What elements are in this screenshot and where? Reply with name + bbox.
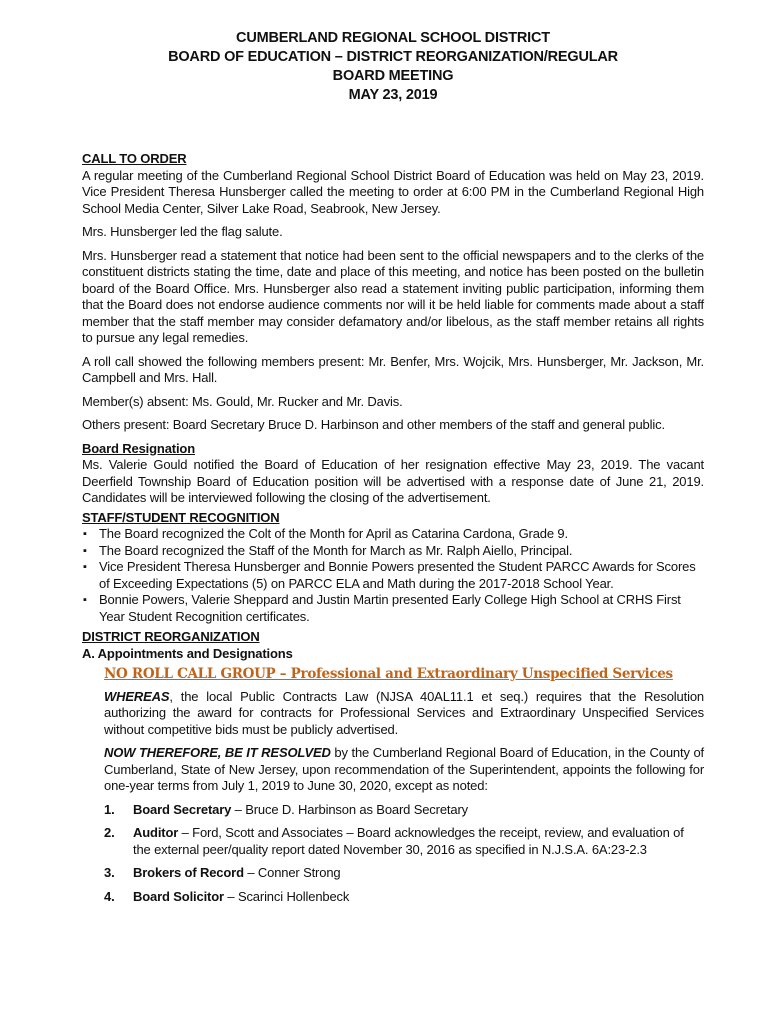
call-to-order-paragraph: A regular meeting of the Cumberland Regional School District Board of Education was held on May 23, 2019. Vice President Theresa Hunsberger called the meeting to order at 6:00 PM in the Cumberland Regional High School Media Center, Silver Lake Road, Seabrook, New Jersey. [82, 167, 704, 216]
resolved-label: NOW THEREFORE, BE IT RESOLVED [104, 745, 331, 760]
whereas-text: , the local Public Contracts Law (NJSA 40AL11.1 et seq.) requires that the Resolution authorizing the award for contracts for Professional Services and Extraordinary Unspecified Services without competitive bids must be publicly advertised. [104, 688, 704, 737]
item-detail: – Ford, Scott and Associates – Board acknowledges the receipt, review, and evaluation of the external peer/quality report dated November 30, 2016 as specified in N.J.S.A. 6A:23-2.3 [133, 825, 684, 857]
board-resignation-heading: Board Resignation [82, 440, 196, 456]
title-line-district: CUMBERLAND REGIONAL SCHOOL DISTRICT [236, 30, 550, 46]
list-item [104, 889, 704, 906]
list-item: ▪ Bonnie Powers, Valerie Sheppard and Justin Martin presented Early College High School at CRHS First Year Student Recognition certificates. [82, 592, 704, 625]
title-line-board: BOARD OF EDUCATION – DISTRICT REORGANIZATION/REGULAR [168, 49, 618, 65]
call-to-order-section [82, 151, 704, 434]
members-absent-paragraph: Member(s) absent: Ms. Gould, Mr. Rucker and Mr. Davis. [82, 393, 403, 409]
notice-statement-paragraph: Mrs. Hunsberger read a statement that notice had been sent to the official newspapers and to the clerks of the constituent districts stating the time, date and place of this meeting, and notice has been posted on the bulletin board of the Board Office. Mrs. Hunsberger also read a statement inviting public participation, informing them that the Board does not endorse audience comments nor will it be held liable for comments made about a staff member that the staff member may consider defamatory and/or libelous, as the staff member retains all rights to pursue any legal remedies. [82, 247, 704, 345]
appointments-list [104, 802, 704, 906]
list-item [104, 802, 704, 819]
board-resignation-section [82, 441, 704, 507]
others-present-paragraph: Others present: Board Secretary Bruce D. Harbinson and other members of the staff and general public. [82, 417, 665, 432]
flag-salute-paragraph: Mrs. Hunsberger led the flag salute. [82, 224, 283, 239]
item-role: Brokers of Record [133, 865, 244, 880]
item-role: Board Solicitor [133, 888, 224, 904]
reorganization-section [82, 629, 704, 905]
title-line-meeting: BOARD MEETING [332, 68, 454, 84]
no-roll-call-group-title: NO ROLL CALL GROUP – Professional and Extraordinary Unspecified Services [104, 666, 673, 682]
reorganization-heading: DISTRICT REORGANIZATION [82, 629, 260, 644]
recognition-list [82, 526, 704, 625]
list-item: ▪ The Board recognized the Staff of the Month for March as Mr. Ralph Aiello, Principal. [82, 543, 704, 560]
appointments-subheading: A. Appointments and Designations [82, 645, 293, 661]
item-number: 4. [104, 888, 115, 904]
list-item: ▪ Vice President Theresa Hunsberger and Bonnie Powers presented the Student PARCC Awards for Scores of Exceeding Expectations (5) on PARCC ELA and Math during the 2017-2018 School Year. [82, 559, 704, 592]
list-item [104, 865, 704, 882]
resolved-text: by the Cumberland Regional Board of Education, in the County of Cumberland, State of New Jersey, upon recommendation of the Superintendent, appoints the following for one-year terms from July 1, 2019 to June 30, 2020, except as noted: [104, 745, 704, 793]
item-number: 1. [104, 801, 115, 817]
whereas-label: WHEREAS [104, 688, 170, 704]
item-role: Board Secretary [133, 801, 232, 817]
item-number: 2. [104, 825, 115, 840]
item-number: 3. [104, 865, 115, 880]
recognition-section [82, 510, 704, 626]
resolved-paragraph [104, 745, 704, 795]
list-item [104, 825, 704, 858]
list-item: ▪ The Board recognized the Colt of the Month for April as Catarina Cardona, Grade 9. [82, 526, 704, 543]
title-line-date: MAY 23, 2019 [348, 87, 438, 103]
item-detail: – Scarinci Hollenbeck [223, 888, 350, 904]
recognition-heading: STAFF/STUDENT RECOGNITION [82, 509, 280, 525]
item-role: Auditor [133, 825, 179, 840]
call-to-order-heading: CALL TO ORDER [82, 151, 187, 166]
item-detail: – Bruce D. Harbinson as Board Secretary [231, 801, 468, 817]
document-title [82, 29, 704, 105]
whereas-paragraph [104, 689, 704, 739]
item-detail: – Conner Strong [243, 865, 341, 880]
roll-call-paragraph: A roll call showed the following members present: Mr. Benfer, Mrs. Wojcik, Mrs. Hunsberger, Mr. Jackson, Mr. Campbell and Mrs. Hall. [82, 353, 704, 385]
board-resignation-paragraph: Ms. Valerie Gould notified the Board of Education of her resignation effective May 23, 2019. The vacant Deerfield Township Board of Education position will be advertised with a response date of June 21, 2019. Candidates will be interviewed following the closing of the advertisement. [82, 457, 704, 505]
